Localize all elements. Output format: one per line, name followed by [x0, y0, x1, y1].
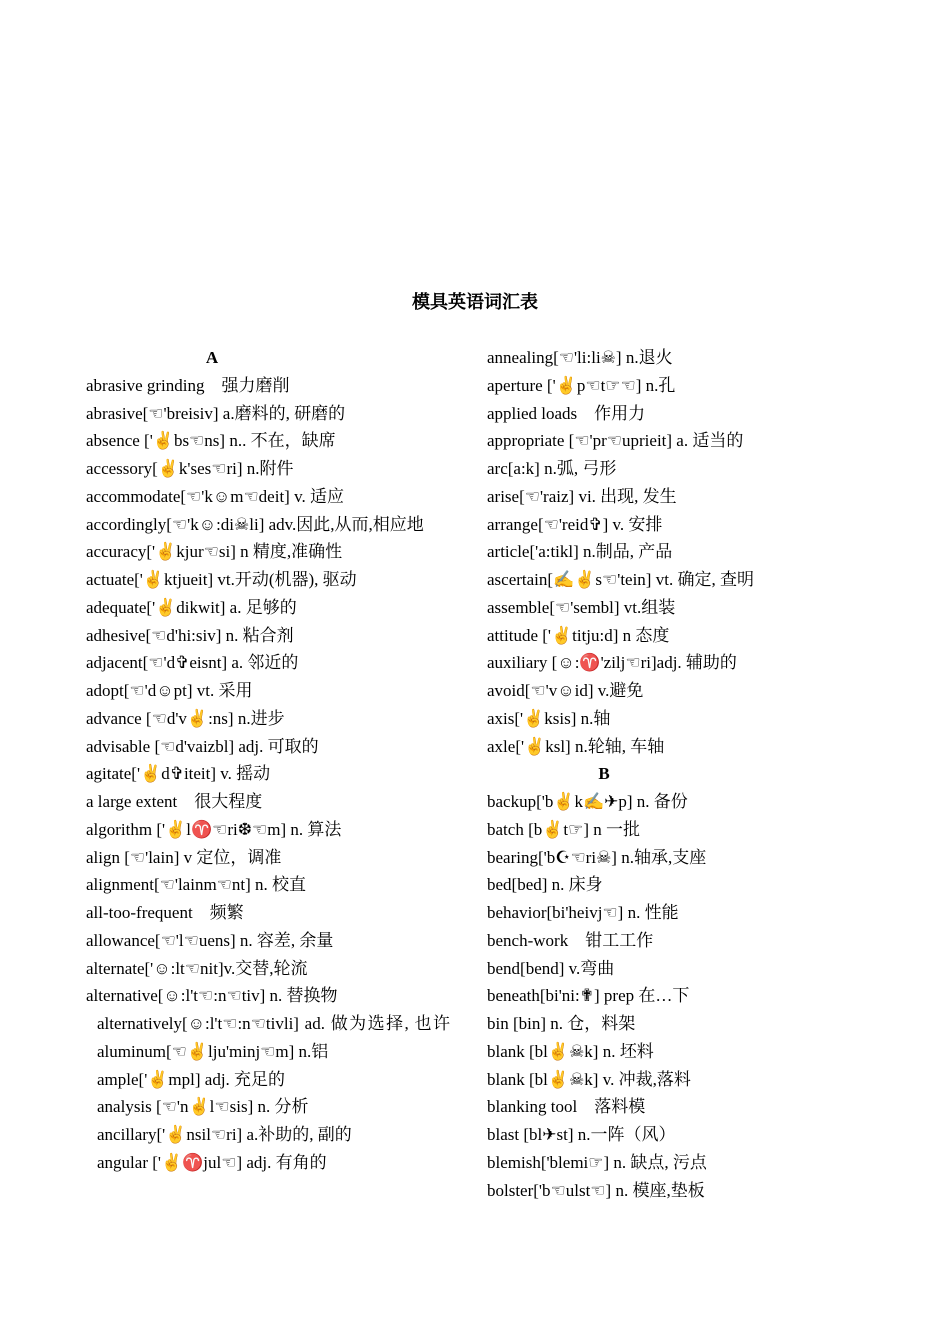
- glossary-entry: avoid[☜'v☺id] v.避免: [487, 681, 644, 700]
- glossary-entry: arise[☜'raiz] vi. 出现, 发生: [487, 486, 677, 506]
- glossary-entry: blast [bl✈st] n.一阵（风）: [487, 1125, 676, 1144]
- glossary-entry: adopt[☜'d☺pt] vt. 采用: [86, 681, 253, 700]
- glossary-entry: backup['b✌k✍✈p] n. 备份: [487, 792, 688, 811]
- glossary-entry: alignment[☜'lainm☜nt] n. 校直: [86, 875, 307, 895]
- section-heading-b: B: [598, 764, 610, 784]
- left-column: [86, 344, 450, 1177]
- glossary-entry: axis['✌ksis] n.轴: [487, 708, 611, 728]
- glossary-entry: accordingly[☜'k☺:di☠li] adv.因此,从而,相应地: [86, 514, 424, 534]
- glossary-entry: assemble[☜'sembl] vt.组装: [487, 597, 676, 617]
- glossary-entry: bin [bin] n. 仓，料架: [487, 1014, 636, 1033]
- right-column: [487, 344, 787, 1204]
- glossary-entry: angular ['✌♈jul☜] adj. 有角的: [97, 1152, 327, 1172]
- glossary-entry: adequate['✌dikwit] a. 足够的: [86, 597, 297, 617]
- glossary-entry: bearing['b☪☜ri☠] n.轴承,支座: [487, 847, 707, 867]
- glossary-entry: bed[bed] n. 床身: [487, 875, 603, 895]
- glossary-entry: alternate['☺:lt☜nit]v.交替,轮流: [86, 958, 308, 978]
- glossary-entry: appropriate [☜'pr☜uprieit] a. 适当的: [487, 431, 744, 451]
- glossary-entry: advisable [☜d'vaizbl] adj. 可取的: [86, 736, 319, 756]
- glossary-entry: agitate['✌d✞iteit] v. 摇动: [86, 764, 271, 784]
- glossary-entry: arrange[☜'reid✞] v. 安排: [487, 514, 663, 534]
- glossary-entry: analysis [☜'n✌l☜sis] n. 分析: [97, 1097, 309, 1117]
- glossary-entry: alternative[☺:l't☜:n☜tiv] n. 替换物: [86, 986, 338, 1006]
- glossary-entry: algorithm ['✌l♈☜ri❆☜m] n. 算法: [86, 819, 342, 839]
- glossary-entry: ascertain[✍✌s☜'tein] vt. 确定, 查明: [487, 570, 754, 589]
- glossary-entry: blanking tool 落料模: [487, 1097, 646, 1117]
- glossary-entry: attitude ['✌titju:d] n 态度: [487, 625, 670, 645]
- glossary-entry: accessory[✌k'ses☜ri] n.附件: [86, 459, 294, 478]
- glossary-entry: adjacent[☜'d✞eisnt] a. 邻近的: [86, 653, 299, 673]
- glossary-entry: annealing[☜'li:li☠] n.退火: [487, 348, 673, 367]
- glossary-entry: arc[a:k] n.弧, 弓形: [487, 459, 617, 478]
- glossary-entry: applied loads 作用力: [487, 403, 646, 423]
- section-heading-a: A: [205, 348, 219, 367]
- glossary-entry: accommodate[☜'k☺m☜deit] v. 适应: [86, 486, 344, 506]
- glossary-entry: all-too-frequent 频繁: [86, 903, 244, 922]
- glossary-entry: accuracy['✌kjur☜si] n 精度,准确性: [86, 542, 343, 562]
- glossary-entry: bolster['b☜ulst☜] n. 模座,垫板: [487, 1180, 705, 1200]
- glossary-entry: beneath[bi'ni:✟] prep 在…下: [487, 986, 690, 1006]
- glossary-entry: ancillary['✌nsil☜ri] a.补助的, 副的: [97, 1125, 352, 1144]
- glossary-entry: allowance[☜'l☜uens] n. 容差, 余量: [86, 930, 334, 950]
- glossary-entry: a large extent 很大程度: [86, 792, 263, 811]
- glossary-entry: alternatively[☺:l't☜:n☜tivli] ad. 做为选择, 也许 aluminum[☜✌lju'minj☜m] n.铝: [97, 1014, 450, 1061]
- glossary-entry: blank [bl✌☠k] v. 冲裁,落料: [487, 1069, 691, 1089]
- glossary-entry: ample['✌mpl] adj. 充足的: [97, 1069, 286, 1089]
- glossary-entry: axle['✌ksl] n.轮轴, 车轴: [487, 736, 665, 756]
- glossary-entry: blank [bl✌☠k] n. 坯料: [487, 1041, 654, 1061]
- document-title: 模具英语词汇表: [412, 292, 538, 312]
- glossary-entry: align [☜'lain] v 定位，调准: [86, 847, 282, 867]
- glossary-entry: actuate['✌ktjueit] vt.开动(机器), 驱动: [86, 570, 357, 589]
- glossary-entry: batch [b✌t☞] n 一批: [487, 819, 641, 839]
- glossary-entry: blemish['blemi☞] n. 缺点, 污点: [487, 1152, 707, 1172]
- glossary-entry: behavior[bi'heivj☜] n. 性能: [487, 903, 679, 922]
- glossary-entry: adhesive[☜d'hi:siv] n. 粘合剂: [86, 625, 294, 645]
- glossary-entry: bend[bend] v.弯曲: [487, 958, 615, 978]
- glossary-entry: advance [☜d'v✌:ns] n.进步: [86, 708, 285, 728]
- glossary-entry: bench-work 钳工工作: [487, 930, 654, 950]
- glossary-entry: abrasive[☜'breisiv] a.磨料的, 研磨的: [86, 403, 346, 423]
- glossary-entry: aperture ['✌p☜t☞☜] n.孔: [487, 375, 676, 395]
- glossary-entry: auxiliary [☺:♈'zilj☜ri]adj. 辅助的: [487, 653, 737, 673]
- glossary-entry: article['a:tikl] n.制品, 产品: [487, 542, 673, 562]
- glossary-entry: abrasive grinding 强力磨削: [86, 375, 290, 395]
- glossary-entry: absence ['✌bs☜ns] n.. 不在，缺席: [86, 431, 336, 451]
